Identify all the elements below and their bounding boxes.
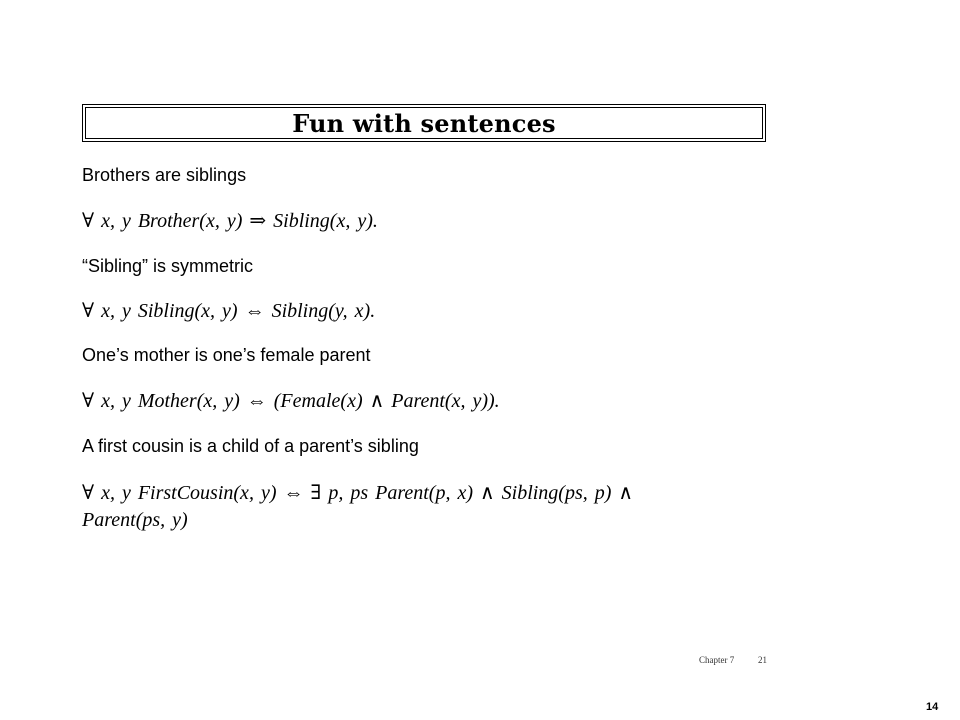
corner-page-number: 14 [926,701,939,713]
statement-first-cousin: A first cousin is a child of a parent’s sibling [82,436,419,456]
formula-first-cousin: ∀ x, y FirstCousin(x, y) ⇔ ∃ p, ps Parent(p, x) ∧ Sibling(ps, p) ∧ [82,482,634,504]
formula-brothers: ∀ x, y Brother(x, y) ⇒ Sibling(x, y). [82,210,378,232]
footer-page-number: 21 [758,655,767,665]
statement-sibling-symmetric: “Sibling” is symmetric [82,256,254,276]
formula-sibling-symmetric: ∀ x, y Sibling(x, y) ⇔ Sibling(y, x). [82,300,376,322]
formula-first-cousin-continued: Parent(ps, y) [82,509,188,531]
footer-chapter: Chapter 7 [699,655,735,665]
title-box [82,104,766,142]
title-frame [85,107,763,139]
statement-brothers: Brothers are siblings [82,165,247,185]
formula-mother: ∀ x, y Mother(x, y) ⇔ (Female(x) ∧ Parent(x, y)). [82,390,500,412]
statement-mother: One’s mother is one’s female parent [82,345,371,365]
slide-title: Fun with sentences [292,108,556,138]
